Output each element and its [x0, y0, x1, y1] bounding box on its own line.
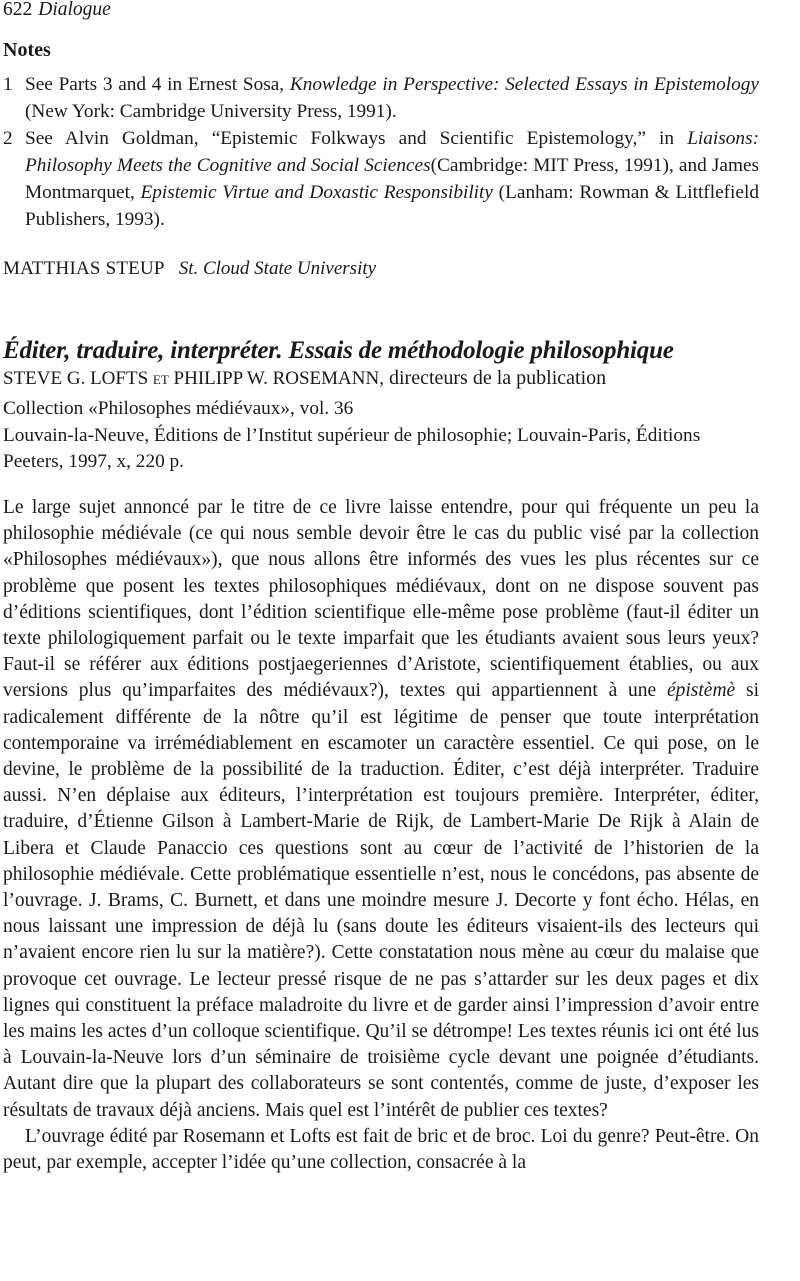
page-number: 622 [3, 0, 33, 20]
book-editors [3, 365, 606, 392]
note-number: 1 [3, 74, 13, 95]
author-institution: St. Cloud State University [178, 258, 377, 279]
notes-heading: Notes [3, 39, 51, 61]
note-2 [3, 125, 759, 233]
editor-names: STEVE G. LOFTS et PHILIPP W. ROSEMANN, [3, 368, 384, 389]
book-title: Liaisons: Philosophy Meets the Cognitive and Social Sciences [25, 128, 759, 176]
book-title-2: Epistemic Virtue and Doxastic Responsibility [140, 182, 493, 203]
emphasis-term: épistèmè [666, 680, 736, 702]
publication-info: Louvain-la-Neuve, Éditions de l’Institut supérieur de philosophie; Louvain-Paris, Éditions Peeters, 1997, x, 220 p. [3, 425, 701, 472]
note-text: See Parts 3 and 4 in Ernest Sosa, Knowledge in Perspective: Selected Essays in Epistemology (New York: Cambridge University Press, 1991). [25, 74, 759, 122]
book-title: Knowledge in Perspective: Selected Essays in Epistemology [289, 74, 759, 95]
paragraph-1: Le large sujet annoncé par le titre de ce livre laisse entendre, pour qui fréquente un peu la philosophie médiévale (ce qui nous semble devoir être le cas du public visé par la collection «Philosophes médiévaux»), que nous allons être informés des vues les plus récentes sur ce problème que posent les textes philosophiques médiévaux, dont on ne dispose souvent pas d’éditions scientifiques, dont l’édition scientifique elle-même pose problème (faut-il éditer un texte philologiquement parfait ou le texte imparfait que les étudiants avaient sous leurs yeux? Faut-il se référer aux éditions postjaegeriennes d’Aristote, scientifiquement établies, ou aux versions plus qu’imparfaites des médiévaux?), textes qui appartiennent à une épistèmè si radicalement différente de la nôtre qu’il est légitime de penser que toute interprétation contemporaine va irrémédiablement en escamoter un caractère essentiel. Ce qui pose, on le devine, le problème de la possibilité de la traduction. Éditer, c’est déjà interpréter. Traduire aussi. N’en déplaise aux éditeurs, l’interprétation est toujours première. Interpréter, éditer, traduire, d’Étienne Gilson à Lambert-Marie de Rijk, de Lambert-Marie De Rijk à Alain de Libera et Claude Panaccio ces questions sont au cœur de l’activité de l’historien de la philosophie médiévale. Cette problématique essentielle n’est, nous le concédons, pas absente de l’ouvrage. J. Brams, C. Burnett, et dans une moindre mesure J. Decorte y font écho. Hélas, en nous laissant une impression de déjà lu (sans doute les éditeurs visaient-ils des lecteurs qui n’avaient encore rien lu sur la matière?). Cette constatation nous mène au cœur du malaise que provoque cet ouvrage. Le lecteur pressé risque de ne pas s’attarder sur les deux pages et dix lignes qui constituent la préface maladroite du livre et de garder ainsi l’impression d’avoir entre les mains les actes d’un colloque scientifique. Qu’il se détrompe! Les textes réunis ici ont été lus à Louvain-la-Neuve lors d’un séminaire de troisième cycle devant une poignée d’étudiants. Autant dire que la plupart des collaborateurs se sont contentés, comme de juste, d’exposer les résultats de travaux déjà anciens. Mais quel est l’intérêt de publier ces textes? [3, 497, 759, 1121]
author-name: MATTHIAS STEUP [3, 258, 165, 279]
paragraph-2: L’ouvrage édité par Rosemann et Lofts est fait de bric et de broc. Loi du genre? Peut-être. On peut, par exemple, accepter l’idée qu’une collection, consacrée à la [3, 1125, 759, 1174]
note-1 [3, 71, 759, 125]
book-collection: Collection «Philosophes médiévaux», vol. 36 [3, 398, 354, 419]
editor-role: directeurs de la publication [383, 367, 607, 389]
review-body [3, 495, 759, 1176]
note-number: 2 [3, 128, 13, 149]
review-signature [3, 256, 376, 282]
note-text: See Alvin Goldman, “Epistemic Folkways and Scientific Epistemology,” in Liaisons: Philosophy Meets the Cognitive and Social Sciences(Cambridge: MIT Press, 1991), and James Montmarquet, Epistemic Virtue and Doxastic Responsibility (Lanham: Rowman & Littflefield Publishers, 1993). [25, 128, 760, 230]
running-header [3, 0, 111, 22]
reviewed-book-title: Éditer, traduire, interpréter. Essais de méthodologie philosophique [3, 337, 674, 364]
section-name: Dialogue [38, 0, 111, 20]
